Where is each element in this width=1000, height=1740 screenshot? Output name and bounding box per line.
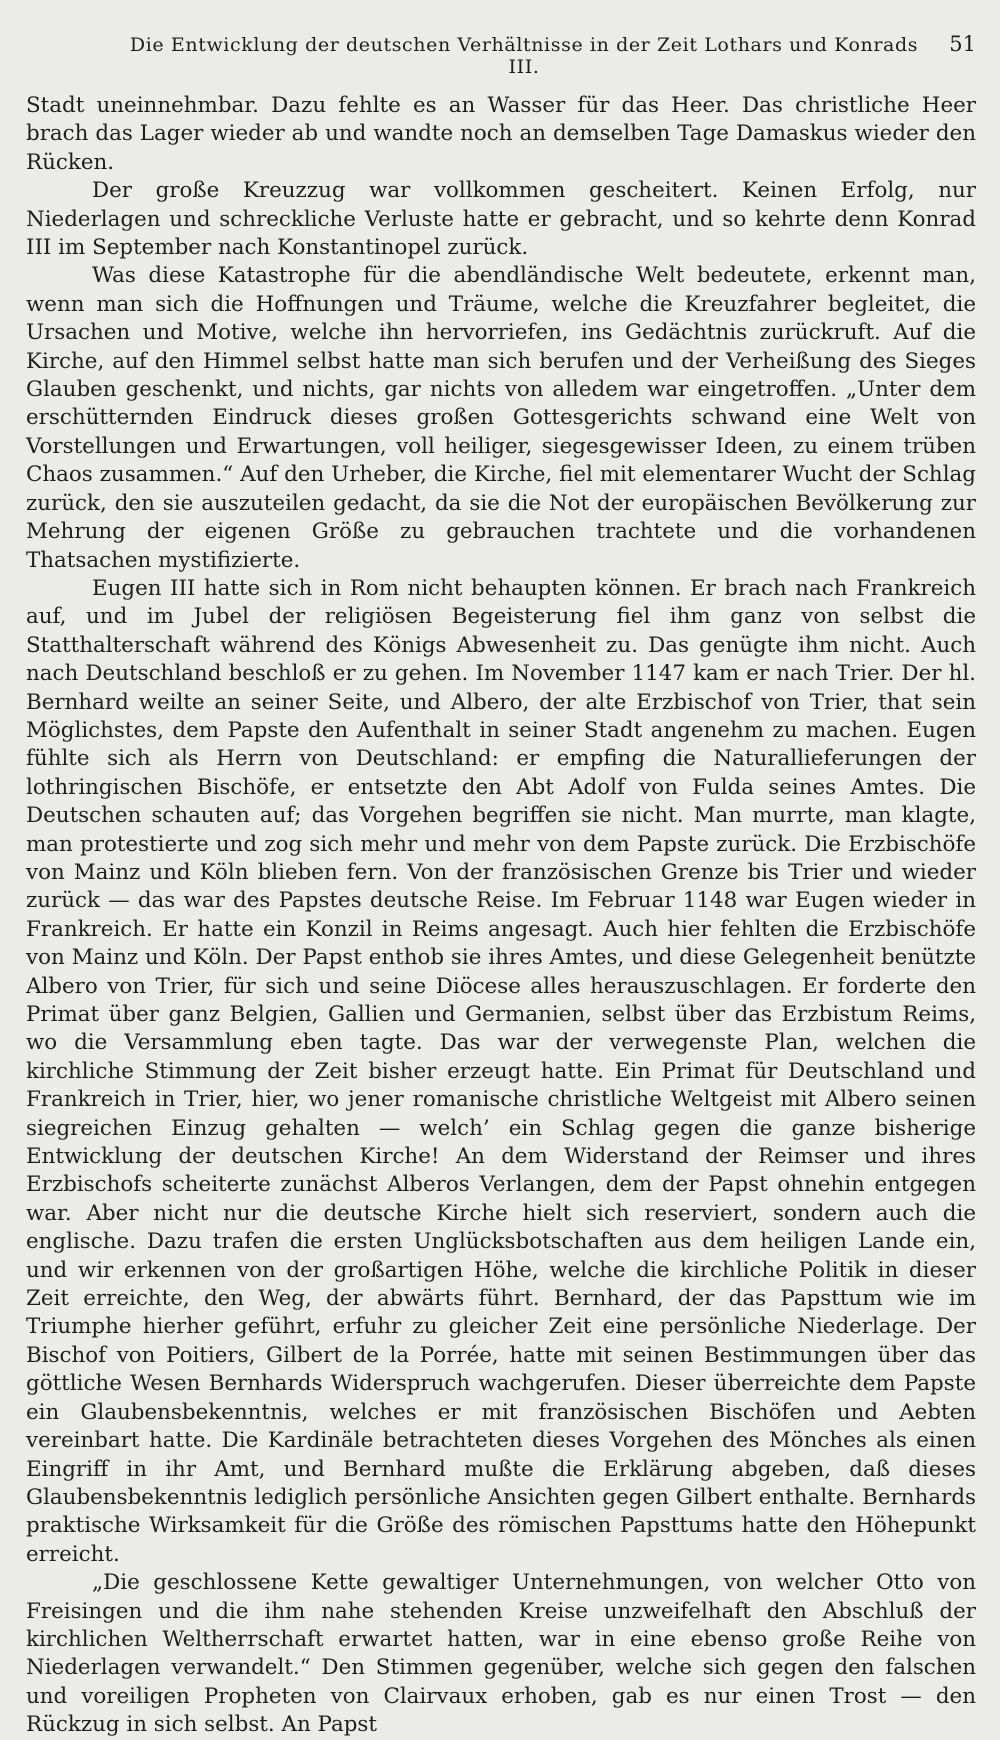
paragraph-1: Stadt uneinnehmbar. Dazu fehlte es an Wasser für das Heer. Das christliche Heer brach das Lager wieder ab und wandte noch an demselben Tage Damaskus wieder den Rücken. [26, 93, 976, 175]
page-number: 51 [949, 32, 976, 56]
paragraph-3: Was diese Katastrophe für die abendländische Welt bedeutete, erkennt man, wenn man sich die Hoffnungen und Träume, welche die Kreuzfahrer begleitet, die Ursachen und Motive, welche ihn hervorriefen, ins Gedächtnis zurückruft. Auf die Kirche, auf den Himmel selbst hatte man sich berufen und der Verheißung des Sieges Glauben geschenkt, und nichts, gar nichts von alledem war eingetroffen. „Unter dem erschütternden Eindruck dieses großen Gottesgerichts schwand eine Welt von Vorstellungen und Erwartungen, voll heiliger, siegesgewisser Ideen, zu einem trüben Chaos zusammen.“ Auf den Urheber, die Kirche, fiel mit elementarer Wucht der Schlag zurück, den sie auszuteilen gedacht, da sie die Not der europäischen Bevölkerung zur Mehrung der eigenen Größe zu gebrauchen trachtete und die vorhandenen Thatsachen mystifizierte. [26, 263, 976, 573]
running-title: Die Entwicklung der deutschen Verhältnisse in der Zeit Lothars und Konrads III. [129, 34, 919, 78]
paragraph-2: Der große Kreuzzug war vollkommen gescheitert. Keinen Erfolg, nur Niederlagen und schreckliche Verluste hatte er gebracht, und so kehrte denn Konrad III im September nach Konstantinopel zurück. [26, 178, 976, 261]
running-header [26, 32, 976, 78]
paragraph-5: „Die geschlossene Kette gewaltiger Unternehmungen, von welcher Otto von Freisingen und die ihm nahe stehenden Kreise unzweifelhaft den Abschluß der kirchlichen Weltherrschaft erwartet hatten, war in eine ebenso große Reihe von Niederlagen verwandelt.“ Den Stimmen gegenüber, welche sich gegen den falschen und voreiligen Propheten von Clairvaux erhoben, gab es nur einen Trost — den Rückzug in sich selbst. An Papst [26, 1570, 976, 1738]
paragraph-4: Eugen III hatte sich in Rom nicht behaupten können. Er brach nach Frankreich auf, und im Jubel der religiösen Begeisterung fiel ihm ganz von selbst die Statthalterschaft während des Königs Abwesenheit zu. Das genügte ihm nicht. Auch nach Deutschland beschloß er zu gehen. Im November 1147 kam er nach Trier. Der hl. Bernhard weilte an seiner Seite, und Albero, der alte Erzbischof von Trier, that sein Möglichstes, dem Papste den Aufenthalt in seiner Stadt angenehm zu machen. Eugen fühlte sich als Herrn von Deutschland: er empfing die Naturallieferungen der lothringischen Bischöfe, er entsetzte den Abt Adolf von Fulda seines Amtes. Die Deutschen schauten auf; das Vorgehen begriffen sie nicht. Man murrte, man klagte, man protestierte und zog sich mehr und mehr von dem Papste zurück. Die Erzbischöfe von Mainz und Köln blieben fern. Von der französischen Grenze bis Trier und wieder zurück — das war des Papstes deutsche Reise. Im Februar 1148 war Eugen wieder in Frankreich. Er hatte ein Konzil in Reims angesagt. Auch hier fehlten die Erzbischöfe von Mainz und Köln. Der Papst enthob sie ihres Amtes, und diese Gelegenheit benützte Albero von Trier, für sich und seine Diöcese alles herauszuschlagen. Er forderte den Primat über ganz Belgien, Gallien und Germanien, selbst über das Erzbistum Reims, wo die Versammlung eben tagte. Das war der verwegenste Plan, welchen die kirchliche Stimmung der Zeit bisher erzeugt hatte. Ein Primat für Deutschland und Frankreich in Trier, hier, wo jener romanische christliche Weltgeist mit Albero seinen siegreichen Einzug gehalten — welch’ ein Schlag gegen die ganze bisherige Entwicklung der deutschen Kirche! An dem Widerstand der Reimser und ihres Erzbischofs scheiterte zunächst Alberos Verlangen, dem der Papst ohnehin entgegen war. Aber nicht nur die deutsche Kirche hielt sich reserviert, sondern auch die englische. Dazu trafen die ersten Unglücksbotschaften aus dem heiligen Lande ein, und wir erkennen von der großartigen Höhe, welche die kirchliche Politik in dieser Zeit erreichte, den Weg, der abwärts führt. Bernhard, der das Papsttum wie im Triumphe hierher geführt, erfuhr zu gleicher Zeit eine persönliche Niederlage. Der Bischof von Poitiers, Gilbert de la Porrée, hatte mit seinen Bestimmungen über das göttliche Wesen Bernhards Widerspruch wachgerufen. Dieser überreichte dem Papste ein Glaubensbekenntnis, welches er mit französischen Bischöfen und Aebten vereinbart hatte. Die Kardinäle betrachteten dieses Vorgehen des Mönches als einen Eingriff in ihr Amt, und Bernhard mußte die Erklärung abgeben, daß dieses Glaubensbekenntnis lediglich persönliche Ansichten gegen Gilbert enthalte. Bernhards praktische Wirksamkeit für die Größe des römischen Papsttums hatte den Höhepunkt erreicht. [26, 575, 976, 1567]
body-text [26, 92, 976, 1740]
